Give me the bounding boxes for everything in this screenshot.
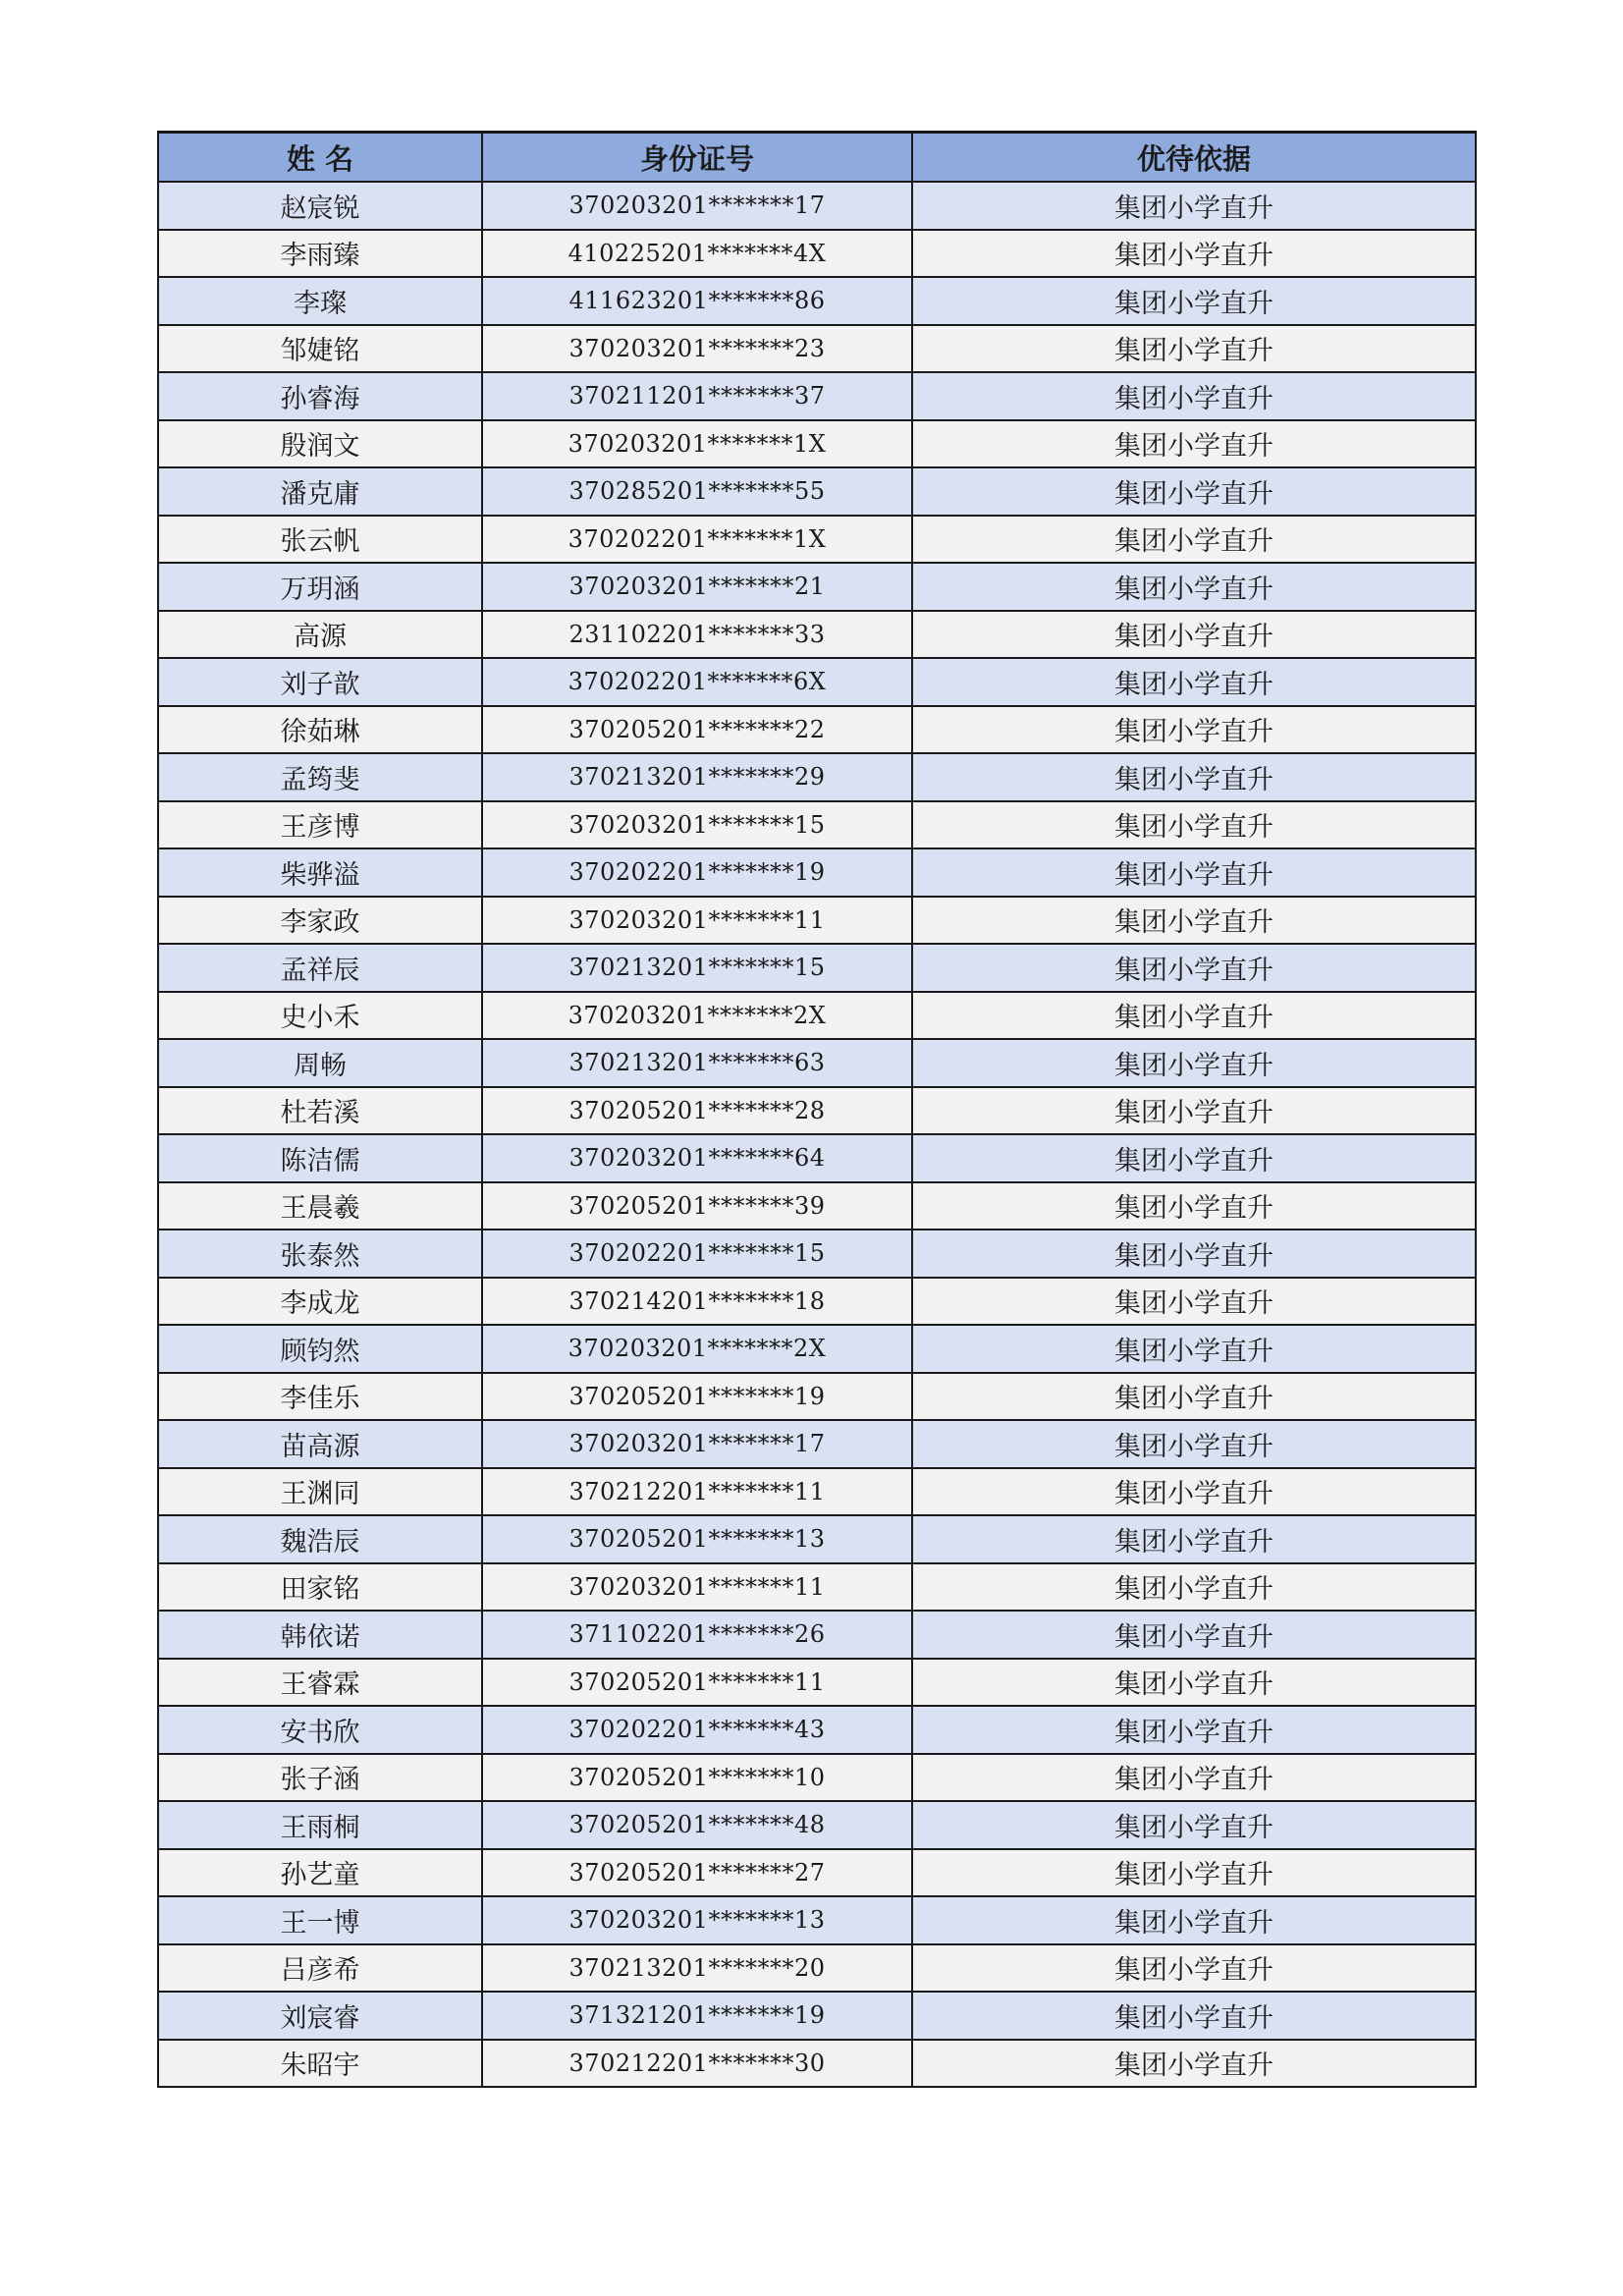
table-row xyxy=(158,467,1476,516)
roster-table xyxy=(157,131,1477,2088)
student-name-cell: 李雨臻 xyxy=(158,230,482,278)
table-row xyxy=(158,1039,1476,1087)
table-row xyxy=(158,1563,1476,1612)
priority-basis-cell: 集团小学直升 xyxy=(912,992,1476,1040)
priority-basis-cell: 集团小学直升 xyxy=(912,230,1476,278)
table-row xyxy=(158,1754,1476,1802)
id-number-cell: 370205201*******27 xyxy=(482,1849,912,1897)
table-row xyxy=(158,516,1476,564)
student-name-cell: 潘克庸 xyxy=(158,467,482,516)
priority-basis-cell: 集团小学直升 xyxy=(912,1611,1476,1659)
header-id-number: 身份证号 xyxy=(482,133,912,183)
student-name-cell: 田家铭 xyxy=(158,1563,482,1612)
id-number-cell: 370205201*******13 xyxy=(482,1515,912,1563)
table-row xyxy=(158,1230,1476,1278)
id-number-cell: 370203201*******1X xyxy=(482,420,912,468)
priority-basis-cell: 集团小学直升 xyxy=(912,277,1476,325)
id-number-cell: 370202201*******1X xyxy=(482,516,912,564)
student-name-cell: 史小禾 xyxy=(158,992,482,1040)
student-name-cell: 殷润文 xyxy=(158,420,482,468)
student-name-cell: 顾钧然 xyxy=(158,1325,482,1373)
priority-basis-cell: 集团小学直升 xyxy=(912,753,1476,801)
id-number-cell: 370205201*******28 xyxy=(482,1087,912,1135)
priority-basis-cell: 集团小学直升 xyxy=(912,1373,1476,1421)
id-number-cell: 370202201*******43 xyxy=(482,1706,912,1754)
student-name-cell: 陈洁儒 xyxy=(158,1134,482,1182)
priority-basis-cell: 集团小学直升 xyxy=(912,1849,1476,1897)
priority-basis-cell: 集团小学直升 xyxy=(912,1420,1476,1468)
student-name-cell: 李佳乐 xyxy=(158,1373,482,1421)
priority-basis-cell: 集团小学直升 xyxy=(912,182,1476,230)
id-number-cell: 370205201*******10 xyxy=(482,1754,912,1802)
table-row xyxy=(158,706,1476,754)
student-name-cell: 邹婕铭 xyxy=(158,325,482,373)
table-row xyxy=(158,944,1476,992)
id-number-cell: 371321201*******19 xyxy=(482,1992,912,2040)
table-row xyxy=(158,1849,1476,1897)
table-body xyxy=(158,182,1476,2087)
id-number-cell: 370203201*******17 xyxy=(482,182,912,230)
student-name-cell: 魏浩辰 xyxy=(158,1515,482,1563)
student-name-cell: 韩依诺 xyxy=(158,1611,482,1659)
priority-basis-cell: 集团小学直升 xyxy=(912,944,1476,992)
id-number-cell: 370213201*******15 xyxy=(482,944,912,992)
student-name-cell: 王一博 xyxy=(158,1896,482,1944)
table-row xyxy=(158,992,1476,1040)
table-row xyxy=(158,753,1476,801)
priority-basis-cell: 集团小学直升 xyxy=(912,1563,1476,1612)
id-number-cell: 370212201*******11 xyxy=(482,1468,912,1516)
table-row xyxy=(158,277,1476,325)
id-number-cell: 370203201*******2X xyxy=(482,1325,912,1373)
student-name-cell: 张子涵 xyxy=(158,1754,482,1802)
priority-basis-cell: 集团小学直升 xyxy=(912,1230,1476,1278)
student-name-cell: 李璨 xyxy=(158,277,482,325)
table-row xyxy=(158,2040,1476,2088)
student-name-cell: 安书欣 xyxy=(158,1706,482,1754)
student-name-cell: 周畅 xyxy=(158,1039,482,1087)
student-name-cell: 孟祥辰 xyxy=(158,944,482,992)
id-number-cell: 370205201*******11 xyxy=(482,1659,912,1707)
student-name-cell: 高源 xyxy=(158,611,482,659)
table-row xyxy=(158,1944,1476,1993)
id-number-cell: 370202201*******6X xyxy=(482,658,912,706)
student-name-cell: 赵宸锐 xyxy=(158,182,482,230)
table-row xyxy=(158,563,1476,611)
id-number-cell: 370202201*******19 xyxy=(482,848,912,897)
student-name-cell: 万玥涵 xyxy=(158,563,482,611)
student-name-cell: 孙睿海 xyxy=(158,372,482,420)
id-number-cell: 231102201*******33 xyxy=(482,611,912,659)
student-name-cell: 柴骅溢 xyxy=(158,848,482,897)
id-number-cell: 370205201*******19 xyxy=(482,1373,912,1421)
table-header-row xyxy=(158,133,1476,183)
table-row xyxy=(158,1992,1476,2040)
student-name-cell: 刘宸睿 xyxy=(158,1992,482,2040)
priority-basis-cell: 集团小学直升 xyxy=(912,1182,1476,1230)
priority-basis-cell: 集团小学直升 xyxy=(912,1896,1476,1944)
table-row xyxy=(158,1325,1476,1373)
id-number-cell: 370203201*******11 xyxy=(482,1563,912,1612)
table-row xyxy=(158,1278,1476,1326)
table-row xyxy=(158,1134,1476,1182)
table-row xyxy=(158,420,1476,468)
student-name-cell: 徐茹琳 xyxy=(158,706,482,754)
priority-basis-cell: 集团小学直升 xyxy=(912,1944,1476,1993)
table-row xyxy=(158,801,1476,849)
priority-basis-cell: 集团小学直升 xyxy=(912,563,1476,611)
priority-basis-cell: 集团小学直升 xyxy=(912,1515,1476,1563)
student-name-cell: 王渊同 xyxy=(158,1468,482,1516)
priority-basis-cell: 集团小学直升 xyxy=(912,611,1476,659)
id-number-cell: 370214201*******18 xyxy=(482,1278,912,1326)
table-row xyxy=(158,1801,1476,1849)
header-name: 姓 名 xyxy=(158,133,482,183)
priority-basis-cell: 集团小学直升 xyxy=(912,1134,1476,1182)
id-number-cell: 370285201*******55 xyxy=(482,467,912,516)
student-name-cell: 王晨羲 xyxy=(158,1182,482,1230)
table-row xyxy=(158,325,1476,373)
student-name-cell: 孟筠斐 xyxy=(158,753,482,801)
id-number-cell: 370213201*******63 xyxy=(482,1039,912,1087)
student-name-cell: 苗高源 xyxy=(158,1420,482,1468)
priority-basis-cell: 集团小学直升 xyxy=(912,658,1476,706)
priority-basis-cell: 集团小学直升 xyxy=(912,1992,1476,2040)
id-number-cell: 370205201*******22 xyxy=(482,706,912,754)
id-number-cell: 370203201*******11 xyxy=(482,897,912,945)
table-row xyxy=(158,1468,1476,1516)
priority-basis-cell: 集团小学直升 xyxy=(912,1087,1476,1135)
table-row xyxy=(158,1182,1476,1230)
id-number-cell: 411623201*******86 xyxy=(482,277,912,325)
table-row xyxy=(158,1420,1476,1468)
priority-basis-cell: 集团小学直升 xyxy=(912,1468,1476,1516)
id-number-cell: 370203201*******15 xyxy=(482,801,912,849)
id-number-cell: 370203201*******64 xyxy=(482,1134,912,1182)
table-row xyxy=(158,230,1476,278)
id-number-cell: 371102201*******26 xyxy=(482,1611,912,1659)
priority-basis-cell: 集团小学直升 xyxy=(912,1039,1476,1087)
id-number-cell: 370203201*******21 xyxy=(482,563,912,611)
priority-basis-cell: 集团小学直升 xyxy=(912,420,1476,468)
table-row xyxy=(158,897,1476,945)
priority-basis-cell: 集团小学直升 xyxy=(912,2040,1476,2088)
table-row xyxy=(158,1515,1476,1563)
student-name-cell: 李成龙 xyxy=(158,1278,482,1326)
priority-basis-cell: 集团小学直升 xyxy=(912,1801,1476,1849)
student-name-cell: 孙艺童 xyxy=(158,1849,482,1897)
table-row xyxy=(158,372,1476,420)
table-row xyxy=(158,611,1476,659)
priority-basis-cell: 集团小学直升 xyxy=(912,1659,1476,1707)
priority-basis-cell: 集团小学直升 xyxy=(912,467,1476,516)
student-name-cell: 李家政 xyxy=(158,897,482,945)
table-row xyxy=(158,1373,1476,1421)
priority-basis-cell: 集团小学直升 xyxy=(912,1278,1476,1326)
priority-basis-cell: 集团小学直升 xyxy=(912,1754,1476,1802)
id-number-cell: 370205201*******48 xyxy=(482,1801,912,1849)
table-row xyxy=(158,1087,1476,1135)
table-row xyxy=(158,1896,1476,1944)
priority-basis-cell: 集团小学直升 xyxy=(912,1706,1476,1754)
id-number-cell: 370212201*******30 xyxy=(482,2040,912,2088)
student-name-cell: 刘子歆 xyxy=(158,658,482,706)
id-number-cell: 370203201*******2X xyxy=(482,992,912,1040)
priority-basis-cell: 集团小学直升 xyxy=(912,372,1476,420)
table-row xyxy=(158,182,1476,230)
table-row xyxy=(158,1611,1476,1659)
id-number-cell: 370203201*******13 xyxy=(482,1896,912,1944)
id-number-cell: 370205201*******39 xyxy=(482,1182,912,1230)
priority-basis-cell: 集团小学直升 xyxy=(912,848,1476,897)
header-priority-basis: 优待依据 xyxy=(912,133,1476,183)
id-number-cell: 410225201*******4X xyxy=(482,230,912,278)
student-name-cell: 王雨桐 xyxy=(158,1801,482,1849)
priority-basis-cell: 集团小学直升 xyxy=(912,897,1476,945)
priority-basis-cell: 集团小学直升 xyxy=(912,325,1476,373)
id-number-cell: 370202201*******15 xyxy=(482,1230,912,1278)
priority-basis-cell: 集团小学直升 xyxy=(912,706,1476,754)
id-number-cell: 370211201*******37 xyxy=(482,372,912,420)
table-row xyxy=(158,1706,1476,1754)
student-name-cell: 张云帆 xyxy=(158,516,482,564)
student-name-cell: 朱昭宇 xyxy=(158,2040,482,2088)
student-name-cell: 吕彦希 xyxy=(158,1944,482,1993)
table-row xyxy=(158,848,1476,897)
table-row xyxy=(158,658,1476,706)
student-name-cell: 王彦博 xyxy=(158,801,482,849)
id-number-cell: 370203201*******23 xyxy=(482,325,912,373)
student-name-cell: 杜若溪 xyxy=(158,1087,482,1135)
table-row xyxy=(158,1659,1476,1707)
student-name-cell: 王睿霖 xyxy=(158,1659,482,1707)
priority-basis-cell: 集团小学直升 xyxy=(912,801,1476,849)
id-number-cell: 370213201*******29 xyxy=(482,753,912,801)
id-number-cell: 370203201*******17 xyxy=(482,1420,912,1468)
id-number-cell: 370213201*******20 xyxy=(482,1944,912,1993)
priority-basis-cell: 集团小学直升 xyxy=(912,516,1476,564)
priority-basis-cell: 集团小学直升 xyxy=(912,1325,1476,1373)
student-name-cell: 张泰然 xyxy=(158,1230,482,1278)
